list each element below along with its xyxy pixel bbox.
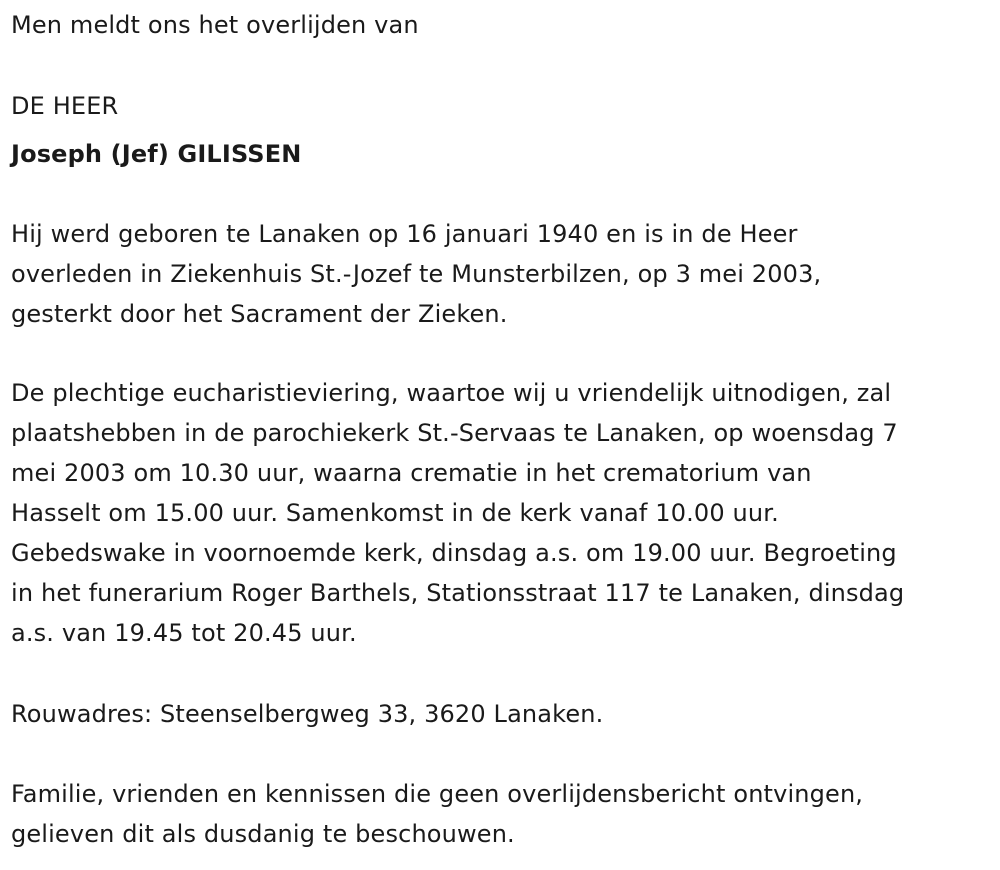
paragraph-line: gelieven dit als dusdanig te beschouwen.	[11, 820, 515, 848]
paragraph-line: Hij werd geboren te Lanaken op 16 januari 1940 en is in de Heer	[11, 220, 798, 248]
paragraph-line: De plechtige eucharistieviering, waartoe wij u vriendelijk uitnodigen, zal	[11, 379, 892, 407]
family-paragraph	[11, 774, 863, 854]
paragraph-line: gesterkt door het Sacrament der Zieken.	[11, 300, 508, 328]
deceased-name: Joseph (Jef) GILISSEN	[11, 140, 302, 168]
paragraph-line: plaatshebben in de parochiekerk St.-Servaas te Lanaken, op woensdag 7	[11, 419, 898, 447]
paragraph-line: a.s. van 19.45 tot 20.45 uur.	[11, 619, 357, 647]
birth-paragraph	[11, 214, 821, 334]
paragraph-line: in het funerarium Roger Barthels, Stationsstraat 117 te Lanaken, dinsdag	[11, 579, 905, 607]
service-paragraph	[11, 373, 904, 653]
paragraph-line: mei 2003 om 10.30 uur, waarna crematie in het crematorium van	[11, 459, 812, 487]
intro-line: Men meldt ons het overlijden van	[11, 11, 419, 39]
honorific-title: DE HEER	[11, 92, 119, 120]
paragraph-line: Familie, vrienden en kennissen die geen overlijdensbericht ontvingen,	[11, 780, 864, 808]
paragraph-line: Hasselt om 15.00 uur. Samenkomst in de kerk vanaf 10.00 uur.	[11, 499, 779, 527]
paragraph-line: overleden in Ziekenhuis St.-Jozef te Munsterbilzen, op 3 mei 2003,	[11, 260, 822, 288]
mourning-address: Rouwadres: Steenselbergweg 33, 3620 Lanaken.	[11, 700, 604, 728]
paragraph-line: Gebedswake in voornoemde kerk, dinsdag a.s. om 19.00 uur. Begroeting	[11, 539, 897, 567]
